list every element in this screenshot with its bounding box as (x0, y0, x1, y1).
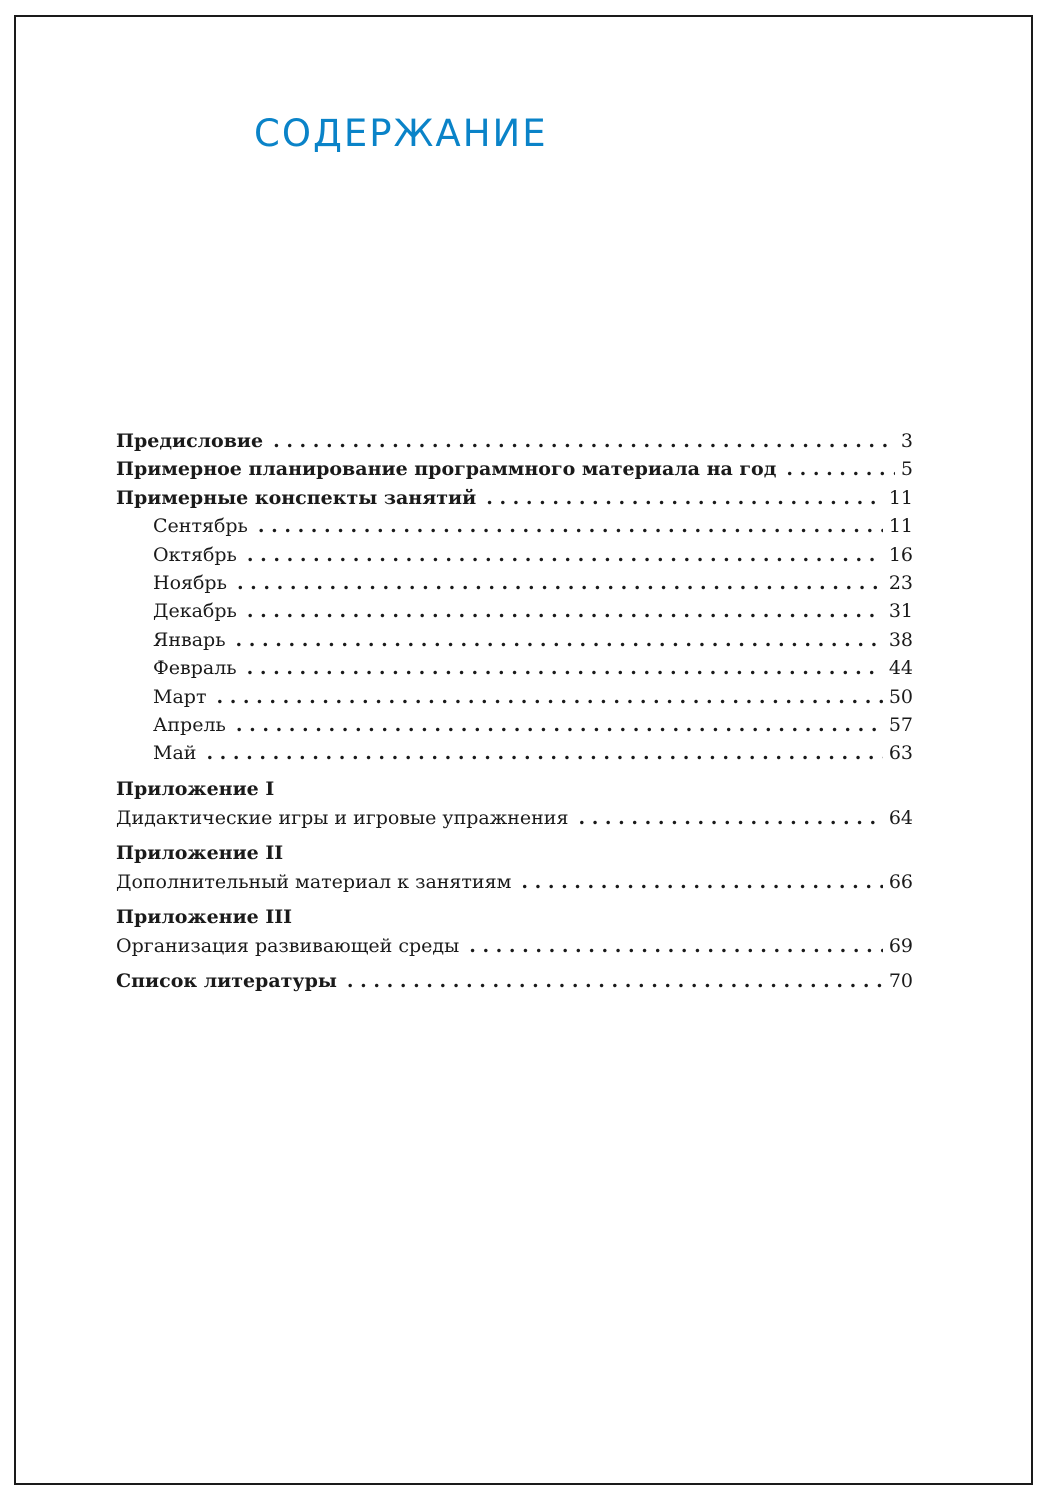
toc-heading-label: Приложение III (116, 906, 293, 929)
toc-entry-january[interactable] (116, 626, 913, 654)
toc-entry-label: Октябрь (153, 543, 237, 566)
toc-entry-march[interactable] (116, 683, 913, 711)
table-of-contents (116, 427, 913, 995)
toc-entry-label: Предисловие (116, 430, 264, 452)
toc-entry-label: Примерное планирование программного материала на год (116, 458, 777, 481)
toc-entry-label: Март (153, 685, 207, 708)
toc-entry-april[interactable] (116, 711, 913, 739)
toc-entry-label: Дидактические игры и игровые упражнения (116, 806, 569, 829)
toc-entry-page: 23 (888, 571, 913, 594)
toc-entry-page: 63 (888, 742, 913, 765)
toc-entry-label: Ноябрь (153, 571, 227, 594)
toc-entry-label: Май (153, 742, 197, 765)
page-title: СОДЕРЖАНИЕ (254, 112, 548, 155)
toc-heading-appendix-3 (116, 902, 913, 932)
toc-entry-label: Февраль (153, 657, 237, 680)
toc-entry-page: 57 (888, 713, 913, 736)
toc-entry-october[interactable] (116, 541, 913, 569)
toc-entry-label: Сентябрь (153, 515, 248, 538)
dot-leader (247, 541, 883, 569)
toc-entry-label: Организация развивающей среды (116, 935, 460, 958)
toc-entry-label: Список литературы (116, 969, 337, 992)
toc-entry-label: Январь (153, 628, 226, 651)
toc-entry-february[interactable] (116, 654, 913, 682)
toc-entry-december[interactable] (116, 597, 913, 625)
dot-leader (347, 967, 883, 995)
toc-entry-label: Дополнительный материал к занятиям (116, 871, 512, 894)
dot-leader (247, 597, 883, 625)
toc-entry-page: 44 (888, 657, 913, 680)
toc-entry-lesson-notes[interactable] (116, 484, 913, 512)
toc-entry-may[interactable] (116, 739, 913, 767)
toc-entry-additional-material[interactable] (116, 868, 913, 896)
dot-leader (258, 512, 883, 540)
toc-entry-page: 38 (888, 628, 913, 651)
toc-entry-page: 70 (888, 969, 913, 992)
toc-entry-planning[interactable] (116, 455, 913, 483)
dot-leader (236, 626, 883, 654)
dot-leader (237, 569, 883, 597)
toc-entry-didactic-games[interactable] (116, 804, 913, 832)
toc-entry-page: 11 (888, 486, 913, 509)
dot-leader (521, 868, 882, 896)
dot-leader (206, 739, 882, 767)
toc-entry-label: Апрель (153, 713, 226, 736)
dot-leader (216, 683, 882, 711)
dot-leader (786, 455, 895, 483)
dot-leader (247, 654, 883, 682)
toc-heading-appendix-1 (116, 774, 913, 804)
dot-leader (273, 427, 895, 455)
dot-leader (486, 484, 883, 512)
toc-entry-label: Примерные конспекты занятий (116, 486, 477, 509)
toc-entry-november[interactable] (116, 569, 913, 597)
dot-leader (578, 804, 882, 832)
toc-entry-bibliography[interactable] (116, 967, 913, 995)
toc-entry-page: 64 (888, 806, 913, 829)
toc-entry-page: 69 (888, 935, 913, 958)
toc-heading-label: Приложение II (116, 842, 284, 865)
toc-entry-preface[interactable] (116, 427, 913, 455)
toc-entry-page: 11 (888, 515, 913, 538)
dot-leader (236, 711, 883, 739)
toc-heading-appendix-2 (116, 838, 913, 868)
toc-entry-page: 16 (888, 543, 913, 566)
toc-entry-page: 31 (888, 600, 913, 623)
toc-entry-page: 50 (888, 685, 913, 708)
toc-entry-label: Декабрь (153, 600, 237, 623)
toc-entry-environment[interactable] (116, 932, 913, 960)
toc-entry-page: 66 (888, 871, 913, 894)
toc-heading-label: Приложение I (116, 777, 275, 800)
toc-entry-september[interactable] (116, 512, 913, 540)
toc-entry-page: 5 (900, 458, 913, 481)
toc-entry-page: 3 (900, 430, 913, 452)
dot-leader (469, 932, 883, 960)
